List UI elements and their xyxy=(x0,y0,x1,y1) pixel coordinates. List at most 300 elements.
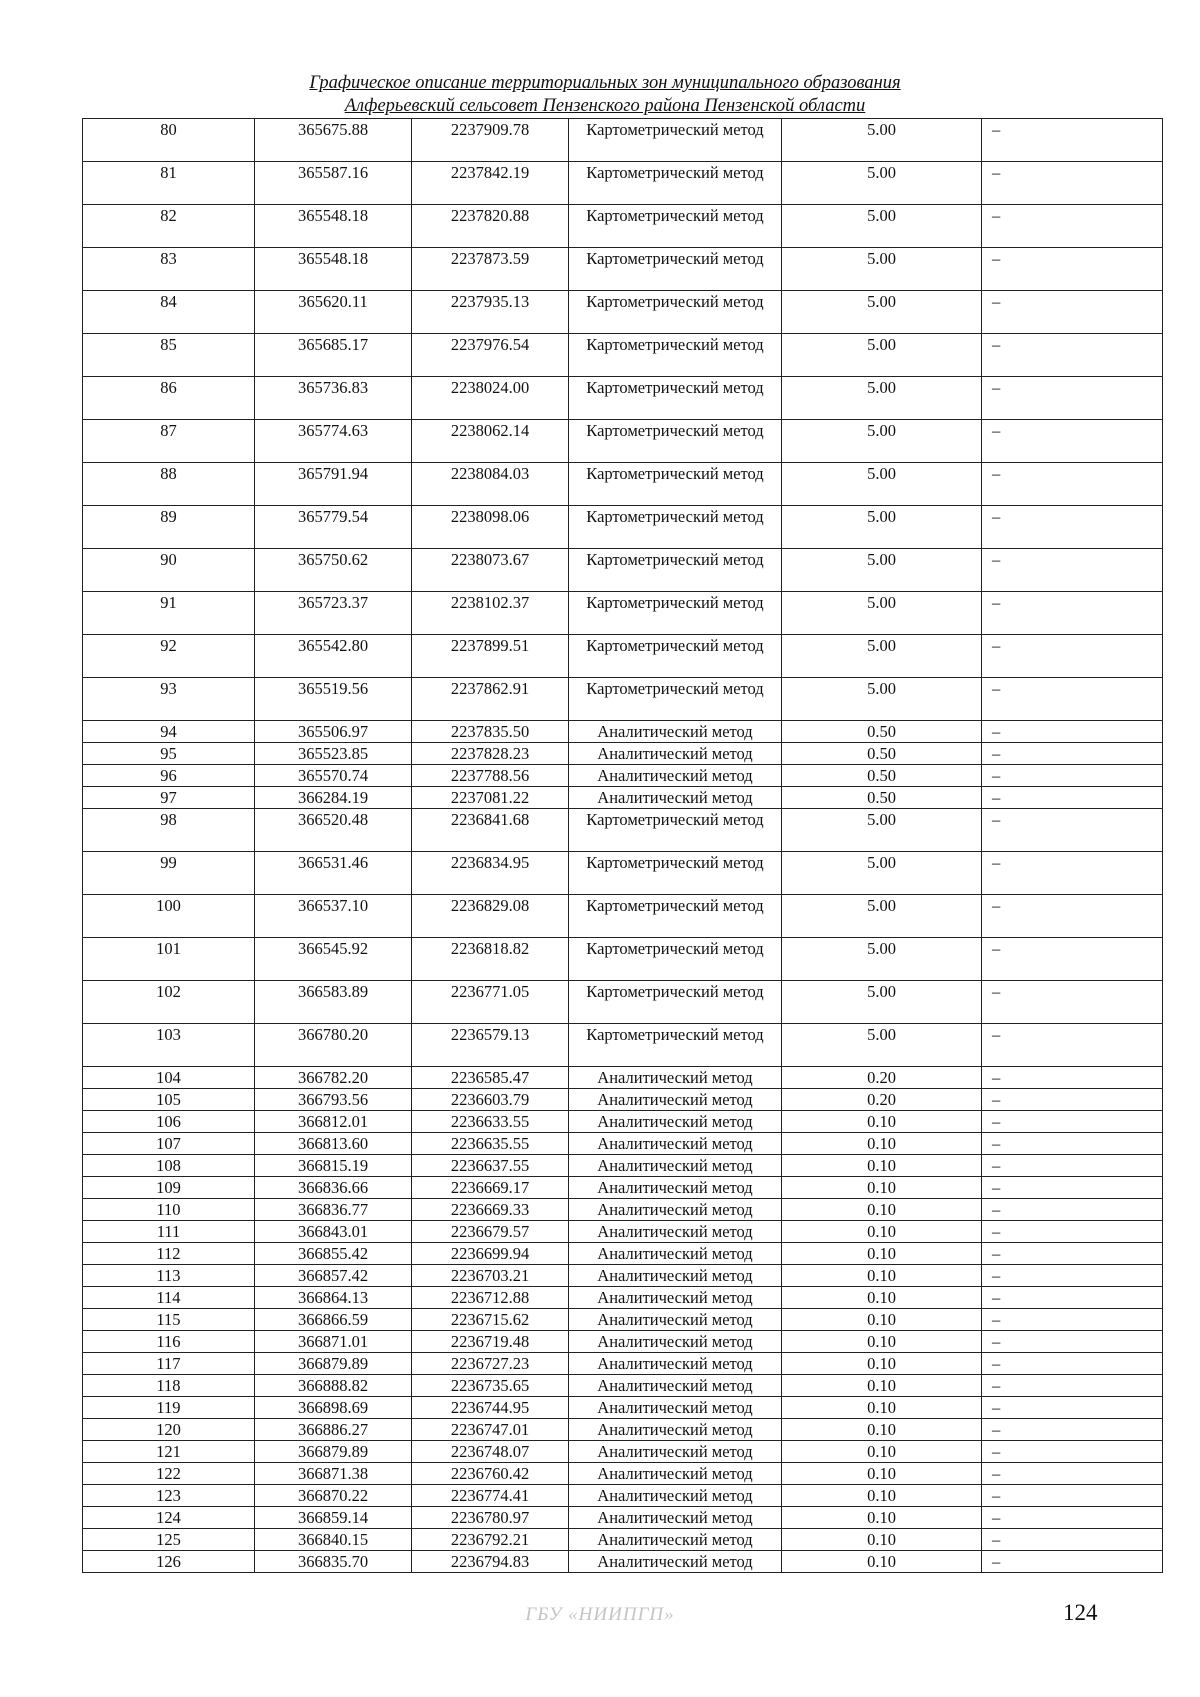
table-row xyxy=(83,1155,1163,1177)
note-cell: – xyxy=(982,463,1163,506)
x-coordinate-cell: 366871.01 xyxy=(255,1331,412,1353)
table-row xyxy=(83,1331,1163,1353)
method-cell: Аналитический метод xyxy=(569,1419,782,1441)
accuracy-cell: 0.10 xyxy=(782,1551,982,1573)
table-row xyxy=(83,635,1163,678)
x-coordinate-cell: 365675.88 xyxy=(255,119,412,162)
x-coordinate-cell: 365548.18 xyxy=(255,248,412,291)
table-row xyxy=(83,1111,1163,1133)
y-coordinate-cell: 2236579.13 xyxy=(412,1024,569,1067)
y-coordinate-cell: 2236818.82 xyxy=(412,938,569,981)
point-number-cell: 116 xyxy=(83,1331,255,1353)
x-coordinate-cell: 365791.94 xyxy=(255,463,412,506)
x-coordinate-cell: 366545.92 xyxy=(255,938,412,981)
table-row xyxy=(83,765,1163,787)
note-cell: – xyxy=(982,895,1163,938)
accuracy-cell: 5.00 xyxy=(782,248,982,291)
table-row xyxy=(83,162,1163,205)
x-coordinate-cell: 365548.18 xyxy=(255,205,412,248)
point-number-cell: 101 xyxy=(83,938,255,981)
y-coordinate-cell: 2236715.62 xyxy=(412,1309,569,1331)
accuracy-cell: 0.10 xyxy=(782,1155,982,1177)
note-cell: – xyxy=(982,981,1163,1024)
note-cell: – xyxy=(982,1177,1163,1199)
note-cell: – xyxy=(982,678,1163,721)
point-number-cell: 114 xyxy=(83,1287,255,1309)
point-number-cell: 103 xyxy=(83,1024,255,1067)
accuracy-cell: 0.50 xyxy=(782,787,982,809)
accuracy-cell: 0.20 xyxy=(782,1089,982,1111)
y-coordinate-cell: 2237820.88 xyxy=(412,205,569,248)
table-row xyxy=(83,1024,1163,1067)
method-cell: Картометрический метод xyxy=(569,635,782,678)
accuracy-cell: 0.50 xyxy=(782,743,982,765)
accuracy-cell: 0.10 xyxy=(782,1111,982,1133)
method-cell: Аналитический метод xyxy=(569,1441,782,1463)
table-row xyxy=(83,721,1163,743)
note-cell: – xyxy=(982,291,1163,334)
note-cell: – xyxy=(982,1265,1163,1287)
table-row xyxy=(83,1507,1163,1529)
method-cell: Аналитический метод xyxy=(569,1463,782,1485)
note-cell: – xyxy=(982,377,1163,420)
table-row xyxy=(83,420,1163,463)
coordinates-table xyxy=(82,118,1163,1573)
table-row xyxy=(83,1287,1163,1309)
method-cell: Аналитический метод xyxy=(569,721,782,743)
x-coordinate-cell: 366857.42 xyxy=(255,1265,412,1287)
note-cell: – xyxy=(982,1353,1163,1375)
table-row xyxy=(83,809,1163,852)
y-coordinate-cell: 2236669.33 xyxy=(412,1199,569,1221)
x-coordinate-cell: 366879.89 xyxy=(255,1441,412,1463)
y-coordinate-cell: 2236712.88 xyxy=(412,1287,569,1309)
accuracy-cell: 5.00 xyxy=(782,938,982,981)
y-coordinate-cell: 2238024.00 xyxy=(412,377,569,420)
point-number-cell: 95 xyxy=(83,743,255,765)
method-cell: Картометрический метод xyxy=(569,162,782,205)
table-row xyxy=(83,1375,1163,1397)
method-cell: Аналитический метод xyxy=(569,1199,782,1221)
x-coordinate-cell: 365620.11 xyxy=(255,291,412,334)
method-cell: Аналитический метод xyxy=(569,1287,782,1309)
y-coordinate-cell: 2238084.03 xyxy=(412,463,569,506)
note-cell: – xyxy=(982,592,1163,635)
y-coordinate-cell: 2236792.21 xyxy=(412,1529,569,1551)
method-cell: Аналитический метод xyxy=(569,1067,782,1089)
method-cell: Картометрический метод xyxy=(569,895,782,938)
point-number-cell: 124 xyxy=(83,1507,255,1529)
point-number-cell: 96 xyxy=(83,765,255,787)
method-cell: Аналитический метод xyxy=(569,1155,782,1177)
accuracy-cell: 0.10 xyxy=(782,1353,982,1375)
y-coordinate-cell: 2236794.83 xyxy=(412,1551,569,1573)
x-coordinate-cell: 366793.56 xyxy=(255,1089,412,1111)
note-cell: – xyxy=(982,938,1163,981)
footer-organization: ГБУ «НИИПГП» xyxy=(525,1604,675,1625)
note-cell: – xyxy=(982,1067,1163,1089)
method-cell: Картометрический метод xyxy=(569,852,782,895)
x-coordinate-cell: 366859.14 xyxy=(255,1507,412,1529)
y-coordinate-cell: 2237899.51 xyxy=(412,635,569,678)
note-cell: – xyxy=(982,1551,1163,1573)
point-number-cell: 83 xyxy=(83,248,255,291)
accuracy-cell: 0.10 xyxy=(782,1309,982,1331)
x-coordinate-cell: 366583.89 xyxy=(255,981,412,1024)
accuracy-cell: 5.00 xyxy=(782,635,982,678)
x-coordinate-cell: 366864.13 xyxy=(255,1287,412,1309)
method-cell: Аналитический метод xyxy=(569,1133,782,1155)
table-row xyxy=(83,1441,1163,1463)
point-number-cell: 85 xyxy=(83,334,255,377)
table-row xyxy=(83,678,1163,721)
y-coordinate-cell: 2236760.42 xyxy=(412,1463,569,1485)
x-coordinate-cell: 365774.63 xyxy=(255,420,412,463)
table-row xyxy=(83,377,1163,420)
point-number-cell: 107 xyxy=(83,1133,255,1155)
x-coordinate-cell: 366836.77 xyxy=(255,1199,412,1221)
point-number-cell: 108 xyxy=(83,1155,255,1177)
table-row xyxy=(83,1529,1163,1551)
note-cell: – xyxy=(982,162,1163,205)
note-cell: – xyxy=(982,248,1163,291)
point-number-cell: 104 xyxy=(83,1067,255,1089)
coordinates-table-body xyxy=(83,119,1163,1573)
note-cell: – xyxy=(982,1331,1163,1353)
table-row xyxy=(83,1265,1163,1287)
point-number-cell: 100 xyxy=(83,895,255,938)
note-cell: – xyxy=(982,635,1163,678)
accuracy-cell: 5.00 xyxy=(782,852,982,895)
note-cell: – xyxy=(982,1133,1163,1155)
x-coordinate-cell: 366840.15 xyxy=(255,1529,412,1551)
table-row xyxy=(83,1089,1163,1111)
note-cell: – xyxy=(982,809,1163,852)
method-cell: Аналитический метод xyxy=(569,1485,782,1507)
x-coordinate-cell: 365750.62 xyxy=(255,549,412,592)
x-coordinate-cell: 366531.46 xyxy=(255,852,412,895)
y-coordinate-cell: 2237862.91 xyxy=(412,678,569,721)
point-number-cell: 89 xyxy=(83,506,255,549)
note-cell: – xyxy=(982,1419,1163,1441)
note-cell: – xyxy=(982,1243,1163,1265)
accuracy-cell: 0.10 xyxy=(782,1177,982,1199)
point-number-cell: 118 xyxy=(83,1375,255,1397)
accuracy-cell: 0.10 xyxy=(782,1331,982,1353)
table-row xyxy=(83,1221,1163,1243)
accuracy-cell: 5.00 xyxy=(782,334,982,377)
table-row xyxy=(83,1551,1163,1573)
table-row xyxy=(83,592,1163,635)
point-number-cell: 109 xyxy=(83,1177,255,1199)
accuracy-cell: 0.50 xyxy=(782,721,982,743)
x-coordinate-cell: 366866.59 xyxy=(255,1309,412,1331)
table-row xyxy=(83,1485,1163,1507)
table-row xyxy=(83,1419,1163,1441)
y-coordinate-cell: 2238102.37 xyxy=(412,592,569,635)
note-cell: – xyxy=(982,334,1163,377)
point-number-cell: 87 xyxy=(83,420,255,463)
point-number-cell: 99 xyxy=(83,852,255,895)
table-row xyxy=(83,119,1163,162)
accuracy-cell: 0.10 xyxy=(782,1375,982,1397)
method-cell: Аналитический метод xyxy=(569,1309,782,1331)
accuracy-cell: 0.10 xyxy=(782,1287,982,1309)
table-row xyxy=(83,1243,1163,1265)
y-coordinate-cell: 2236679.57 xyxy=(412,1221,569,1243)
method-cell: Аналитический метод xyxy=(569,1375,782,1397)
table-row xyxy=(83,1177,1163,1199)
table-row xyxy=(83,1199,1163,1221)
y-coordinate-cell: 2237935.13 xyxy=(412,291,569,334)
method-cell: Аналитический метод xyxy=(569,1397,782,1419)
accuracy-cell: 5.00 xyxy=(782,162,982,205)
x-coordinate-cell: 366855.42 xyxy=(255,1243,412,1265)
method-cell: Картометрический метод xyxy=(569,549,782,592)
method-cell: Аналитический метод xyxy=(569,787,782,809)
accuracy-cell: 5.00 xyxy=(782,809,982,852)
x-coordinate-cell: 365736.83 xyxy=(255,377,412,420)
note-cell: – xyxy=(982,1375,1163,1397)
accuracy-cell: 5.00 xyxy=(782,1024,982,1067)
method-cell: Картометрический метод xyxy=(569,938,782,981)
accuracy-cell: 0.10 xyxy=(782,1507,982,1529)
x-coordinate-cell: 366815.19 xyxy=(255,1155,412,1177)
method-cell: Картометрический метод xyxy=(569,463,782,506)
accuracy-cell: 0.10 xyxy=(782,1463,982,1485)
note-cell: – xyxy=(982,1024,1163,1067)
x-coordinate-cell: 366812.01 xyxy=(255,1111,412,1133)
x-coordinate-cell: 366870.22 xyxy=(255,1485,412,1507)
point-number-cell: 98 xyxy=(83,809,255,852)
note-cell: – xyxy=(982,1485,1163,1507)
note-cell: – xyxy=(982,765,1163,787)
point-number-cell: 86 xyxy=(83,377,255,420)
x-coordinate-cell: 366871.38 xyxy=(255,1463,412,1485)
y-coordinate-cell: 2237835.50 xyxy=(412,721,569,743)
note-cell: – xyxy=(982,1089,1163,1111)
x-coordinate-cell: 366782.20 xyxy=(255,1067,412,1089)
x-coordinate-cell: 365506.97 xyxy=(255,721,412,743)
accuracy-cell: 5.00 xyxy=(782,291,982,334)
point-number-cell: 92 xyxy=(83,635,255,678)
y-coordinate-cell: 2236669.17 xyxy=(412,1177,569,1199)
method-cell: Картометрический метод xyxy=(569,981,782,1024)
point-number-cell: 84 xyxy=(83,291,255,334)
method-cell: Аналитический метод xyxy=(569,1353,782,1375)
note-cell: – xyxy=(982,420,1163,463)
x-coordinate-cell: 366520.48 xyxy=(255,809,412,852)
y-coordinate-cell: 2238098.06 xyxy=(412,506,569,549)
point-number-cell: 88 xyxy=(83,463,255,506)
x-coordinate-cell: 366879.89 xyxy=(255,1353,412,1375)
y-coordinate-cell: 2236748.07 xyxy=(412,1441,569,1463)
point-number-cell: 112 xyxy=(83,1243,255,1265)
point-number-cell: 105 xyxy=(83,1089,255,1111)
x-coordinate-cell: 365542.80 xyxy=(255,635,412,678)
y-coordinate-cell: 2236585.47 xyxy=(412,1067,569,1089)
accuracy-cell: 0.50 xyxy=(782,765,982,787)
note-cell: – xyxy=(982,506,1163,549)
point-number-cell: 93 xyxy=(83,678,255,721)
method-cell: Аналитический метод xyxy=(569,1177,782,1199)
method-cell: Картометрический метод xyxy=(569,205,782,248)
header-line-1: Графическое описание территориальных зон муниципального образования xyxy=(309,73,901,93)
method-cell: Аналитический метод xyxy=(569,1243,782,1265)
note-cell: – xyxy=(982,1155,1163,1177)
note-cell: – xyxy=(982,743,1163,765)
note-cell: – xyxy=(982,205,1163,248)
x-coordinate-cell: 366898.69 xyxy=(255,1397,412,1419)
note-cell: – xyxy=(982,852,1163,895)
method-cell: Аналитический метод xyxy=(569,1551,782,1573)
y-coordinate-cell: 2236829.08 xyxy=(412,895,569,938)
x-coordinate-cell: 366836.66 xyxy=(255,1177,412,1199)
table-row xyxy=(83,895,1163,938)
x-coordinate-cell: 365570.74 xyxy=(255,765,412,787)
accuracy-cell: 5.00 xyxy=(782,506,982,549)
point-number-cell: 80 xyxy=(83,119,255,162)
note-cell: – xyxy=(982,1397,1163,1419)
x-coordinate-cell: 366813.60 xyxy=(255,1133,412,1155)
table-row xyxy=(83,205,1163,248)
method-cell: Картометрический метод xyxy=(569,248,782,291)
x-coordinate-cell: 365587.16 xyxy=(255,162,412,205)
accuracy-cell: 0.20 xyxy=(782,1067,982,1089)
y-coordinate-cell: 2236703.21 xyxy=(412,1265,569,1287)
y-coordinate-cell: 2236841.68 xyxy=(412,809,569,852)
accuracy-cell: 0.10 xyxy=(782,1243,982,1265)
point-number-cell: 90 xyxy=(83,549,255,592)
method-cell: Аналитический метод xyxy=(569,765,782,787)
note-cell: – xyxy=(982,1441,1163,1463)
x-coordinate-cell: 365723.37 xyxy=(255,592,412,635)
x-coordinate-cell: 365523.85 xyxy=(255,743,412,765)
method-cell: Аналитический метод xyxy=(569,1111,782,1133)
y-coordinate-cell: 2236603.79 xyxy=(412,1089,569,1111)
table-row xyxy=(83,248,1163,291)
accuracy-cell: 0.10 xyxy=(782,1397,982,1419)
point-number-cell: 94 xyxy=(83,721,255,743)
table-row xyxy=(83,1067,1163,1089)
y-coordinate-cell: 2237909.78 xyxy=(412,119,569,162)
table-row xyxy=(83,334,1163,377)
method-cell: Картометрический метод xyxy=(569,809,782,852)
note-cell: – xyxy=(982,549,1163,592)
point-number-cell: 106 xyxy=(83,1111,255,1133)
accuracy-cell: 0.10 xyxy=(782,1441,982,1463)
accuracy-cell: 5.00 xyxy=(782,420,982,463)
y-coordinate-cell: 2236637.55 xyxy=(412,1155,569,1177)
y-coordinate-cell: 2236633.55 xyxy=(412,1111,569,1133)
y-coordinate-cell: 2237873.59 xyxy=(412,248,569,291)
point-number-cell: 91 xyxy=(83,592,255,635)
method-cell: Картометрический метод xyxy=(569,119,782,162)
table-row xyxy=(83,743,1163,765)
y-coordinate-cell: 2237788.56 xyxy=(412,765,569,787)
note-cell: – xyxy=(982,119,1163,162)
accuracy-cell: 5.00 xyxy=(782,678,982,721)
point-number-cell: 119 xyxy=(83,1397,255,1419)
note-cell: – xyxy=(982,1463,1163,1485)
point-number-cell: 125 xyxy=(83,1529,255,1551)
point-number-cell: 123 xyxy=(83,1485,255,1507)
x-coordinate-cell: 366843.01 xyxy=(255,1221,412,1243)
table-row xyxy=(83,1353,1163,1375)
y-coordinate-cell: 2236699.94 xyxy=(412,1243,569,1265)
table-row xyxy=(83,1397,1163,1419)
method-cell: Картометрический метод xyxy=(569,678,782,721)
point-number-cell: 110 xyxy=(83,1199,255,1221)
method-cell: Аналитический метод xyxy=(569,1089,782,1111)
point-number-cell: 126 xyxy=(83,1551,255,1573)
y-coordinate-cell: 2237842.19 xyxy=(412,162,569,205)
y-coordinate-cell: 2236727.23 xyxy=(412,1353,569,1375)
table-row xyxy=(83,1463,1163,1485)
note-cell: – xyxy=(982,1287,1163,1309)
y-coordinate-cell: 2236774.41 xyxy=(412,1485,569,1507)
accuracy-cell: 5.00 xyxy=(782,377,982,420)
x-coordinate-cell: 366284.19 xyxy=(255,787,412,809)
method-cell: Аналитический метод xyxy=(569,1265,782,1287)
accuracy-cell: 0.10 xyxy=(782,1199,982,1221)
accuracy-cell: 5.00 xyxy=(782,981,982,1024)
x-coordinate-cell: 366888.82 xyxy=(255,1375,412,1397)
method-cell: Картометрический метод xyxy=(569,1024,782,1067)
table-row xyxy=(83,549,1163,592)
method-cell: Картометрический метод xyxy=(569,334,782,377)
table-row xyxy=(83,852,1163,895)
y-coordinate-cell: 2236744.95 xyxy=(412,1397,569,1419)
y-coordinate-cell: 2237828.23 xyxy=(412,743,569,765)
y-coordinate-cell: 2237081.22 xyxy=(412,787,569,809)
method-cell: Аналитический метод xyxy=(569,1507,782,1529)
note-cell: – xyxy=(982,1529,1163,1551)
accuracy-cell: 5.00 xyxy=(782,463,982,506)
point-number-cell: 122 xyxy=(83,1463,255,1485)
accuracy-cell: 0.10 xyxy=(782,1485,982,1507)
method-cell: Картометрический метод xyxy=(569,506,782,549)
x-coordinate-cell: 365519.56 xyxy=(255,678,412,721)
accuracy-cell: 0.10 xyxy=(782,1221,982,1243)
table-row xyxy=(83,463,1163,506)
method-cell: Аналитический метод xyxy=(569,1221,782,1243)
accuracy-cell: 5.00 xyxy=(782,205,982,248)
y-coordinate-cell: 2236771.05 xyxy=(412,981,569,1024)
table-row xyxy=(83,787,1163,809)
point-number-cell: 82 xyxy=(83,205,255,248)
accuracy-cell: 0.10 xyxy=(782,1529,982,1551)
accuracy-cell: 0.10 xyxy=(782,1419,982,1441)
point-number-cell: 97 xyxy=(83,787,255,809)
table-row xyxy=(83,506,1163,549)
note-cell: – xyxy=(982,1309,1163,1331)
point-number-cell: 115 xyxy=(83,1309,255,1331)
method-cell: Аналитический метод xyxy=(569,1529,782,1551)
method-cell: Картометрический метод xyxy=(569,377,782,420)
accuracy-cell: 5.00 xyxy=(782,895,982,938)
x-coordinate-cell: 366780.20 xyxy=(255,1024,412,1067)
table-row xyxy=(83,291,1163,334)
method-cell: Картометрический метод xyxy=(569,592,782,635)
point-number-cell: 117 xyxy=(83,1353,255,1375)
y-coordinate-cell: 2236780.97 xyxy=(412,1507,569,1529)
point-number-cell: 120 xyxy=(83,1419,255,1441)
y-coordinate-cell: 2236719.48 xyxy=(412,1331,569,1353)
table-row xyxy=(83,1133,1163,1155)
x-coordinate-cell: 366537.10 xyxy=(255,895,412,938)
point-number-cell: 111 xyxy=(83,1221,255,1243)
